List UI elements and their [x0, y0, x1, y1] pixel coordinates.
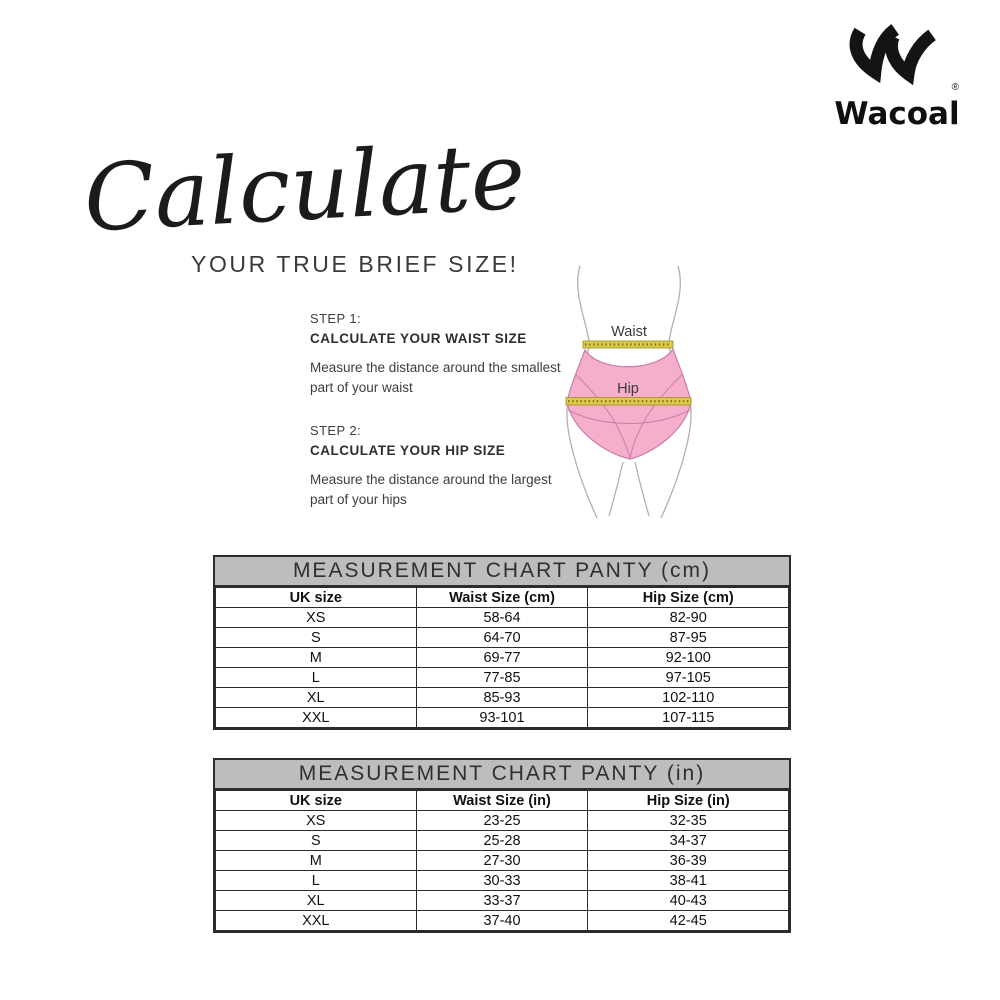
cell-waist: 93-101 — [416, 708, 588, 728]
column-header-waist-size: Waist Size (cm) — [416, 588, 588, 608]
cell-size: L — [216, 871, 417, 891]
measurement-chart-cm — [213, 555, 791, 730]
hip-tape-icon — [566, 398, 691, 406]
step-1-title: CALCULATE YOUR WAIST SIZE — [310, 331, 527, 346]
cell-waist: 69-77 — [416, 648, 588, 668]
cell-waist: 85-93 — [416, 688, 588, 708]
cell-size: M — [216, 851, 417, 871]
header-row — [216, 588, 789, 608]
table-row — [216, 811, 789, 831]
waist-label: Waist — [611, 324, 647, 340]
cell-hip: 40-43 — [588, 891, 789, 911]
cell-hip: 102-110 — [588, 688, 789, 708]
cell-hip: 32-35 — [588, 811, 789, 831]
cell-size: XS — [216, 811, 417, 831]
cell-waist: 27-30 — [416, 851, 588, 871]
cell-size: XXL — [216, 708, 417, 728]
cell-size: XS — [216, 608, 417, 628]
cell-waist: 58-64 — [416, 608, 588, 628]
cell-size: S — [216, 628, 417, 648]
cell-hip: 34-37 — [588, 831, 789, 851]
step-1 — [310, 311, 572, 399]
cell-hip: 36-39 — [588, 851, 789, 871]
table-title-cm: MEASUREMENT CHART PANTY (cm) — [215, 557, 789, 587]
cell-hip: 42-45 — [588, 911, 789, 931]
header-row — [216, 791, 789, 811]
column-header-hip-size: Hip Size (in) — [588, 791, 789, 811]
cell-hip: 92-100 — [588, 648, 789, 668]
cell-waist: 23-25 — [416, 811, 588, 831]
subtitle: YOUR TRUE BRIEF SIZE! — [191, 251, 519, 277]
column-header-uk-size: UK size — [216, 791, 417, 811]
column-header-waist-size: Waist Size (in) — [416, 791, 588, 811]
cell-size: XL — [216, 891, 417, 911]
cell-size: XL — [216, 688, 417, 708]
step-2-label: STEP 2: — [310, 422, 361, 438]
table-row — [216, 891, 789, 911]
table-row — [216, 871, 789, 891]
brand-wordmark: Wacoal — [834, 96, 960, 132]
table-row — [216, 708, 789, 728]
measurement-steps — [310, 311, 572, 510]
cell-hip: 97-105 — [588, 668, 789, 688]
step-1-label: STEP 1: — [310, 311, 361, 326]
step-2-title: CALCULATE YOUR HIP SIZE — [310, 442, 506, 458]
cell-waist: 33-37 — [416, 891, 588, 911]
cell-waist: 64-70 — [416, 628, 588, 648]
column-header-uk-size: UK size — [216, 588, 417, 608]
cell-waist: 25-28 — [416, 831, 588, 851]
wacoal-wings-icon — [845, 22, 959, 99]
wacoal-logo — [822, 22, 972, 130]
registered-mark: ® — [951, 82, 959, 93]
step-1-description: Measure the distance around the smallest part of your waist — [310, 360, 561, 396]
hip-label: Hip — [617, 381, 639, 397]
cell-hip: 87-95 — [588, 628, 789, 648]
table-row — [216, 831, 789, 851]
cell-size: L — [216, 668, 417, 688]
table-row — [216, 911, 789, 931]
waist-tape-icon — [583, 341, 673, 348]
table-row — [216, 688, 789, 708]
table-row — [216, 648, 789, 668]
step-2-description: Measure the distance around the largest part of your hips — [310, 471, 552, 507]
measurement-chart-in — [213, 758, 791, 933]
body-measurement-illustration — [545, 262, 760, 520]
cell-hip: 38-41 — [588, 871, 789, 891]
cell-size: XXL — [216, 911, 417, 931]
column-header-hip-size: Hip Size (cm) — [588, 588, 789, 608]
cell-waist: 30-33 — [416, 871, 588, 891]
cell-size: S — [216, 831, 417, 851]
cell-waist: 77-85 — [416, 668, 588, 688]
table-row — [216, 608, 789, 628]
cell-hip: 107-115 — [588, 708, 789, 728]
table-row — [216, 628, 789, 648]
cell-hip: 82-90 — [588, 608, 789, 628]
script-title: Calculate — [81, 122, 528, 253]
cell-size: M — [216, 648, 417, 668]
table-title-in: MEASUREMENT CHART PANTY (in) — [215, 760, 789, 790]
cell-waist: 37-40 — [416, 911, 588, 931]
table-row — [216, 668, 789, 688]
step-2 — [310, 423, 572, 511]
table-row — [216, 851, 789, 871]
